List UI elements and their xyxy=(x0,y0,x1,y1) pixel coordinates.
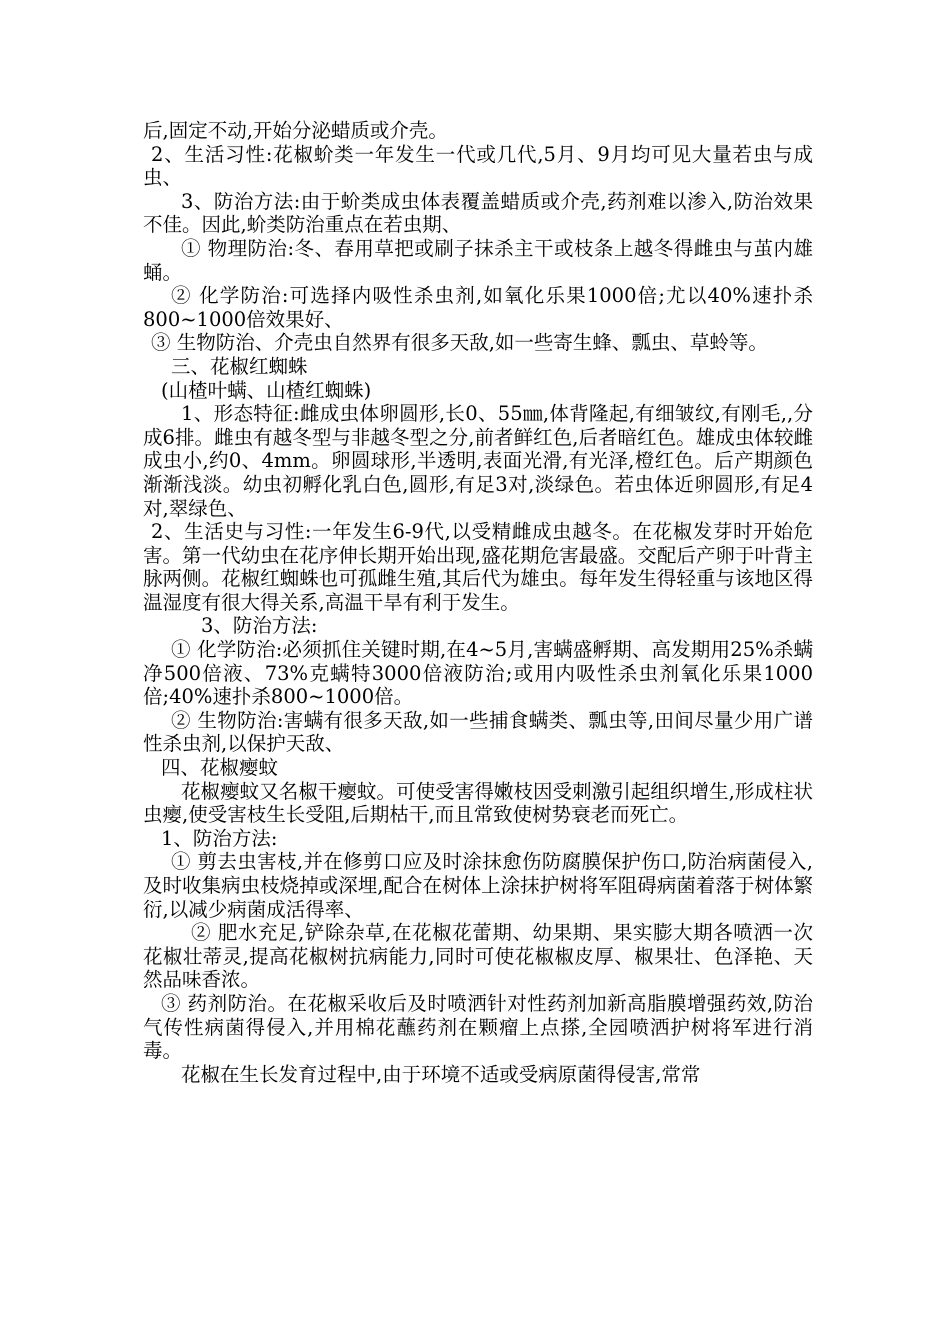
paragraph-morphology: 1、形态特征:雌成虫体卵圆形,长0、55㎜,体背隆起,有细皱纹,有刚毛,,分成6排。雌虫有越冬型与非越冬型之分,前者鲜红色,后者暗红色。雄成虫体较雌成虫小,约0、4mm。卵圆球形,半透明,表面光滑,有光泽,橙红色。后产期颜色渐渐浅淡。幼虫初孵化乳白色,圆形,有足3对,淡绿色。若虫体近卵圆形,有足4对,翠绿色、 xyxy=(143,402,813,520)
paragraph-control-methods: 3、防治方法:由于蚧类成虫体表覆盖蜡质或介壳,药剂难以渗入,防治效果不佳。因此,蚧类防治重点在若虫期、 xyxy=(143,189,813,237)
paragraph-chemical-control-midge: ③ 药剂防治。在花椒采收后及时喷洒针对性药剂加新高脂膜增强药效,防治气传性病菌得侵入,并用棉花蘸药剂在颗瘤上点搽,全园喷洒护树将军进行消毒。 xyxy=(143,991,813,1063)
paragraph-life-history: 2、生活史与习性:一年发生6-9代,以受精雌成虫越冬。在花椒发芽时开始危害。第一代幼虫在花序伸长期开始出现,盛花期危害最盛。交配后产卵于叶背主脉两侧。花椒红蜘蛛也可孤雌生殖,其后代为雄虫。每年发生得轻重与该地区得温湿度有很大得关系,高温干旱有利于发生。 xyxy=(143,520,813,614)
paragraph-control-heading-midge: 1、防治方法: xyxy=(161,826,278,850)
paragraph-closing: 花椒在生长发育过程中,由于环境不适或受病原菌得侵害,常常 xyxy=(181,1062,701,1086)
paragraph-continuation: 后,固定不动,开始分泌蜡质或介壳。 xyxy=(143,119,448,142)
paragraph-physical-control: ① 物理防治:冬、春用草把或刷子抹杀主干或枝条上越冬得雌虫与茧内雄蛹。 xyxy=(143,236,813,284)
paragraph-living-habits: 2、生活习性:花椒蚧类一年发生一代或几代,5月、9月均可见大量若虫与成虫、 xyxy=(143,142,813,190)
paragraph-fertilizer: ② 肥水充足,铲除杂草,在花椒花蕾期、幼果期、果实膨大期各喷洒一次花椒壮蒂灵,提高花椒树抗病能力,同时可使花椒椒皮厚、椒果壮、色泽艳、天然品味香浓。 xyxy=(143,921,813,992)
document-body xyxy=(143,119,813,1086)
paragraph-gall-midge-intro: 花椒瘿蚊又名椒干瘿蚊。可使受害得嫩枝因受刺激引起组织增生,形成柱状虫瘿,使受害枝生长受阻,后期枯干,而且常致使树势衰老而死亡。 xyxy=(143,779,813,827)
paragraph-biological-control: ③ 生物防治、介壳虫自然界有很多天敌,如一些寄生蜂、瓢虫、草蛉等。 xyxy=(151,331,768,355)
section-heading-red-spider: 三、花椒红蜘蛛 xyxy=(171,354,308,378)
section-heading-gall-midge: 四、花椒瘿蚊 xyxy=(161,756,279,780)
paragraph-biological-control-mites: ② 生物防治:害螨有很多天敌,如一些捕食螨类、瓢虫等,田间尽量少用广谱性杀虫剂,以保护天敌、 xyxy=(143,708,813,756)
paragraph-chemical-control-mites: ① 化学防治:必须抓住关键时期,在4~5月,害螨盛孵期、高发期用25%杀螨净500倍液、73%克螨特3000倍液防治;或用内吸性杀虫剂氧化乐果1000倍;40%速扑杀800~1000倍。 xyxy=(143,638,813,709)
paragraph-pruning: ① 剪去虫害枝,并在修剪口应及时涂抹愈伤防腐膜保护伤口,防治病菌侵入,及时收集病虫枝烧掉或深埋,配合在树体上涂抹护树将军阻碍病菌着落于树体繁衍,以减少病菌成活得率、 xyxy=(143,850,813,921)
paragraph-chemical-control: ② 化学防治:可选择内吸性杀虫剂,如氧化乐果1000倍;尤以40%速扑杀800~1000倍效果好、 xyxy=(143,284,813,331)
paragraph-control-heading: 3、防治方法: xyxy=(201,614,318,638)
section-subheading-aliases: (山楂叶螨、山楂红蜘蛛) xyxy=(161,378,372,402)
